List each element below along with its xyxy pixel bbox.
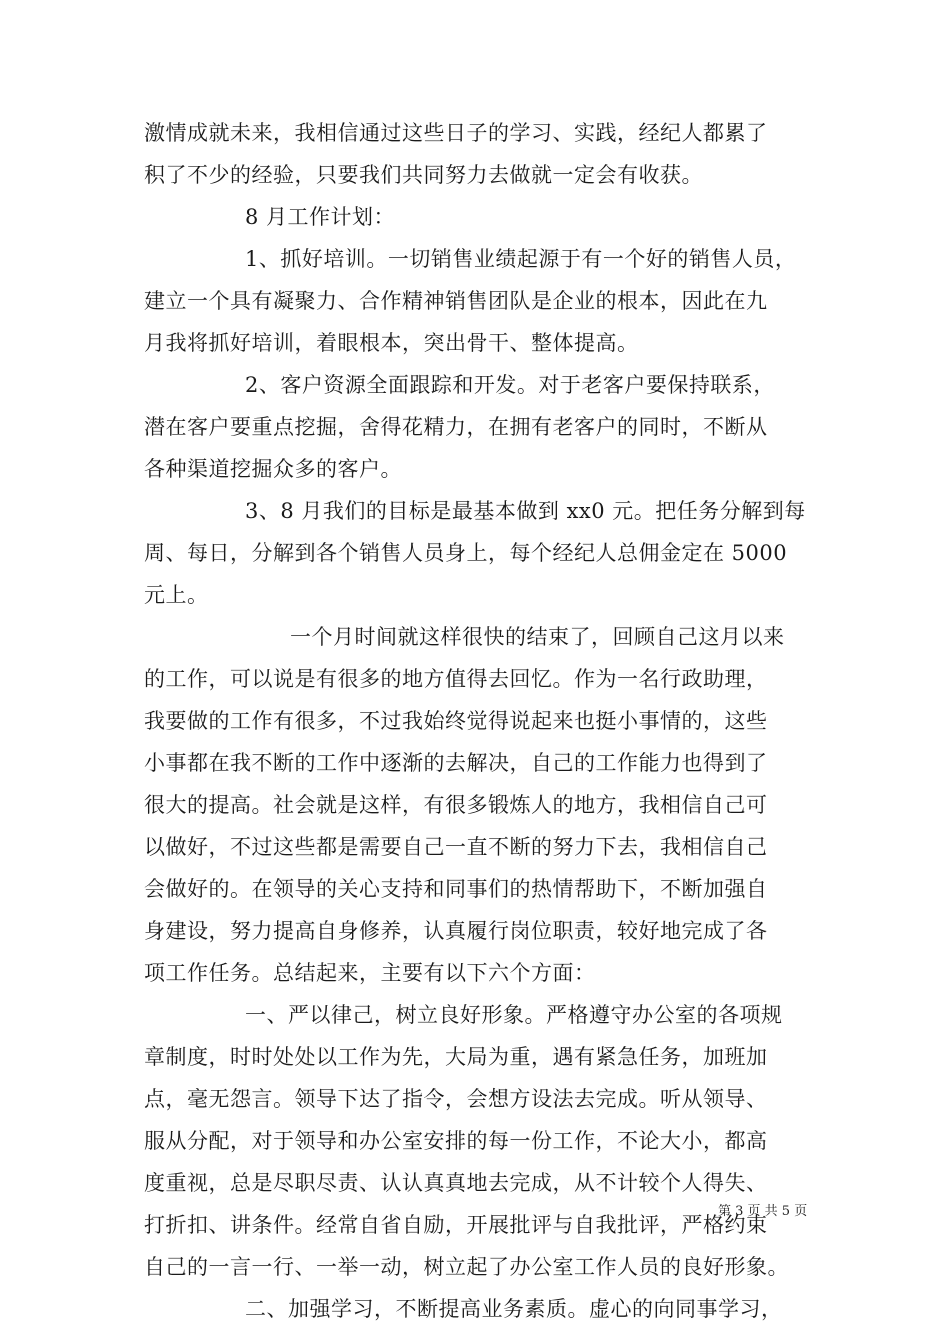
text-line: 潜在客户要重点挖掘，舍得花精力，在拥有老客户的同时，不断从: [144, 415, 768, 439]
text-line: 打折扣、讲条件。经常自省自励，开展批评与自我批评，严格约束: [144, 1213, 768, 1237]
text-line: 以做好，不过这些都是需要自己一直不断的努力下去，我相信自己: [144, 835, 768, 859]
text-line: 会做好的。在领导的关心支持和同事们的热情帮助下，不断加强自: [144, 877, 768, 901]
text-line: 的工作，可以说是有很多的地方值得去回忆。作为一名行政助理，: [144, 667, 768, 691]
text-line: 各种渠道挖掘众多的客户。: [144, 457, 402, 481]
text-line: 二、加强学习，不断提高业务素质。虚心的向同事学习，: [245, 1297, 783, 1321]
text-line: 周、每日，分解到各个销售人员身上，每个经纪人总佣金定在 5000: [144, 541, 788, 565]
page-number: 第 3 页 共 5 页: [718, 1204, 808, 1219]
text-line: 3、8 月我们的目标是最基本做到 xx0 元。把任务分解到每: [245, 499, 806, 523]
text-line: 小事都在我不断的工作中逐渐的去解决，自己的工作能力也得到了: [144, 751, 768, 775]
text-line: 章制度，时时处处以工作为先，大局为重，遇有紧急任务，加班加: [144, 1045, 768, 1069]
text-line: 度重视，总是尽职尽责、认认真真地去完成，从不计较个人得失、: [144, 1171, 768, 1195]
text-line: 一个月时间就这样很快的结束了，回顾自己这月以来: [290, 625, 785, 649]
text-line: 我要做的工作有很多，不过我始终觉得说起来也挺小事情的，这些: [144, 709, 768, 733]
text-line: 建立一个具有凝聚力、合作精神销售团队是企业的根本，因此在九: [144, 289, 768, 313]
text-line: 自己的一言一行、一举一动，树立起了办公室工作人员的良好形象。: [144, 1255, 789, 1279]
section-heading: 8 月工作计划：: [245, 205, 396, 229]
text-line: 激情成就未来，我相信通过这些日子的学习、实践，经纪人都累了: [144, 121, 768, 145]
text-line: 2、客户资源全面跟踪和开发。对于老客户要保持联系，: [245, 373, 775, 397]
text-line: 月我将抓好培训，着眼根本，突出骨干、整体提高。: [144, 331, 639, 355]
text-line: 1、抓好培训。一切销售业绩起源于有一个好的销售人员，: [245, 247, 797, 271]
text-line: 积了不少的经验，只要我们共同努力去做就一定会有收获。: [144, 163, 703, 187]
text-line: 身建设，努力提高自身修养，认真履行岗位职责，较好地完成了各: [144, 919, 768, 943]
text-line: 元上。: [144, 583, 209, 607]
text-line: 服从分配，对于领导和办公室安排的每一份工作，不论大小，都高: [144, 1129, 768, 1153]
text-line: 很大的提高。社会就是这样，有很多锻炼人的地方，我相信自己可: [144, 793, 768, 817]
text-line: 点，毫无怨言。领导下达了指令，会想方设法去完成。听从领导、: [144, 1087, 768, 1111]
text-line: 项工作任务。总结起来，主要有以下六个方面：: [144, 961, 596, 985]
text-line: 一、严以律己，树立良好形象。严格遵守办公室的各项规: [245, 1003, 783, 1027]
